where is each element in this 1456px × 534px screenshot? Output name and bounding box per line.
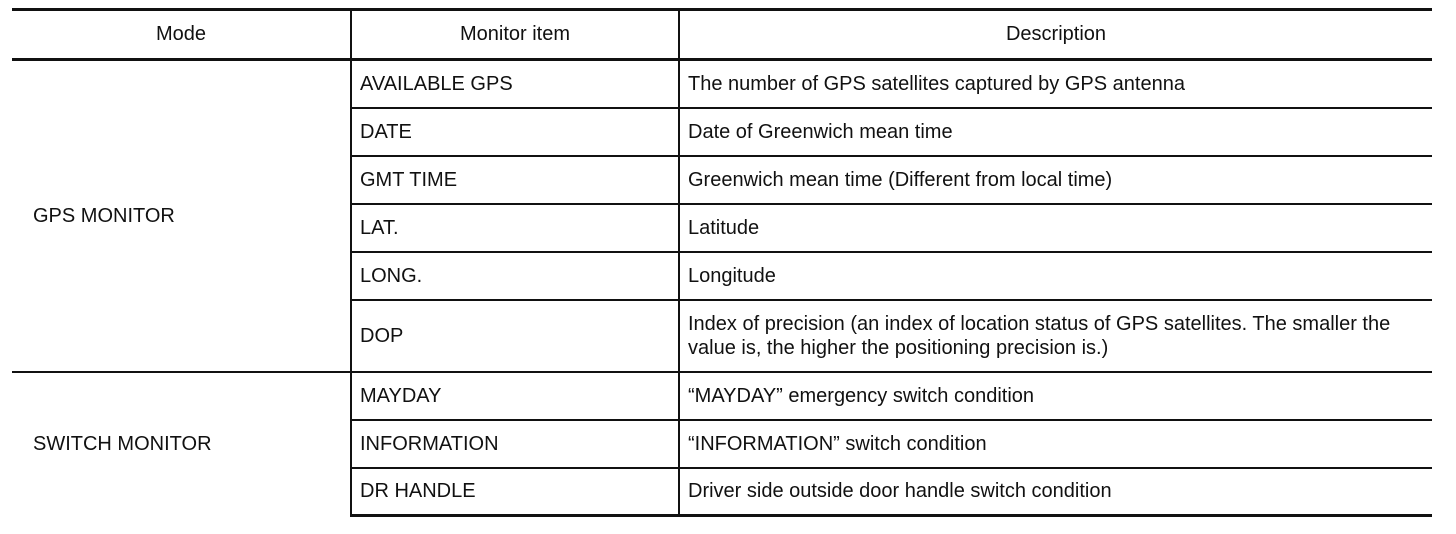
header-row: [12, 10, 1432, 60]
monitor-item-cell: DOP: [351, 300, 679, 372]
table-row: [12, 372, 1432, 420]
monitor-item-cell: DR HANDLE: [351, 468, 679, 516]
description-cell: Longitude: [679, 252, 1432, 300]
description-cell: “INFORMATION” switch condition: [679, 420, 1432, 468]
table-body: [12, 60, 1432, 516]
mode-cell-switch-monitor: SWITCH MONITOR: [12, 372, 351, 516]
description-cell: Driver side outside door handle switch condition: [679, 468, 1432, 516]
header-mode: Mode: [12, 10, 351, 60]
monitor-item-cell: MAYDAY: [351, 372, 679, 420]
monitor-item-cell: DATE: [351, 108, 679, 156]
header-monitor-item: Monitor item: [351, 10, 679, 60]
description-cell: Latitude: [679, 204, 1432, 252]
description-cell: Date of Greenwich mean time: [679, 108, 1432, 156]
monitor-item-cell: LONG.: [351, 252, 679, 300]
monitor-item-cell: INFORMATION: [351, 420, 679, 468]
monitor-item-cell: LAT.: [351, 204, 679, 252]
description-cell: “MAYDAY” emergency switch condition: [679, 372, 1432, 420]
description-cell: Index of precision (an index of location status of GPS satellites. The smaller the value is, the higher the positioning precision is.): [679, 300, 1432, 372]
monitor-table-container: [12, 8, 1432, 517]
table-row: [12, 60, 1432, 108]
description-cell: Greenwich mean time (Different from local time): [679, 156, 1432, 204]
monitor-table: [12, 8, 1432, 517]
monitor-item-cell: GMT TIME: [351, 156, 679, 204]
header-description: Description: [679, 10, 1432, 60]
table-header: [12, 10, 1432, 60]
monitor-item-cell: AVAILABLE GPS: [351, 60, 679, 108]
description-cell: The number of GPS satellites captured by GPS antenna: [679, 60, 1432, 108]
mode-cell-gps-monitor: GPS MONITOR: [12, 60, 351, 372]
